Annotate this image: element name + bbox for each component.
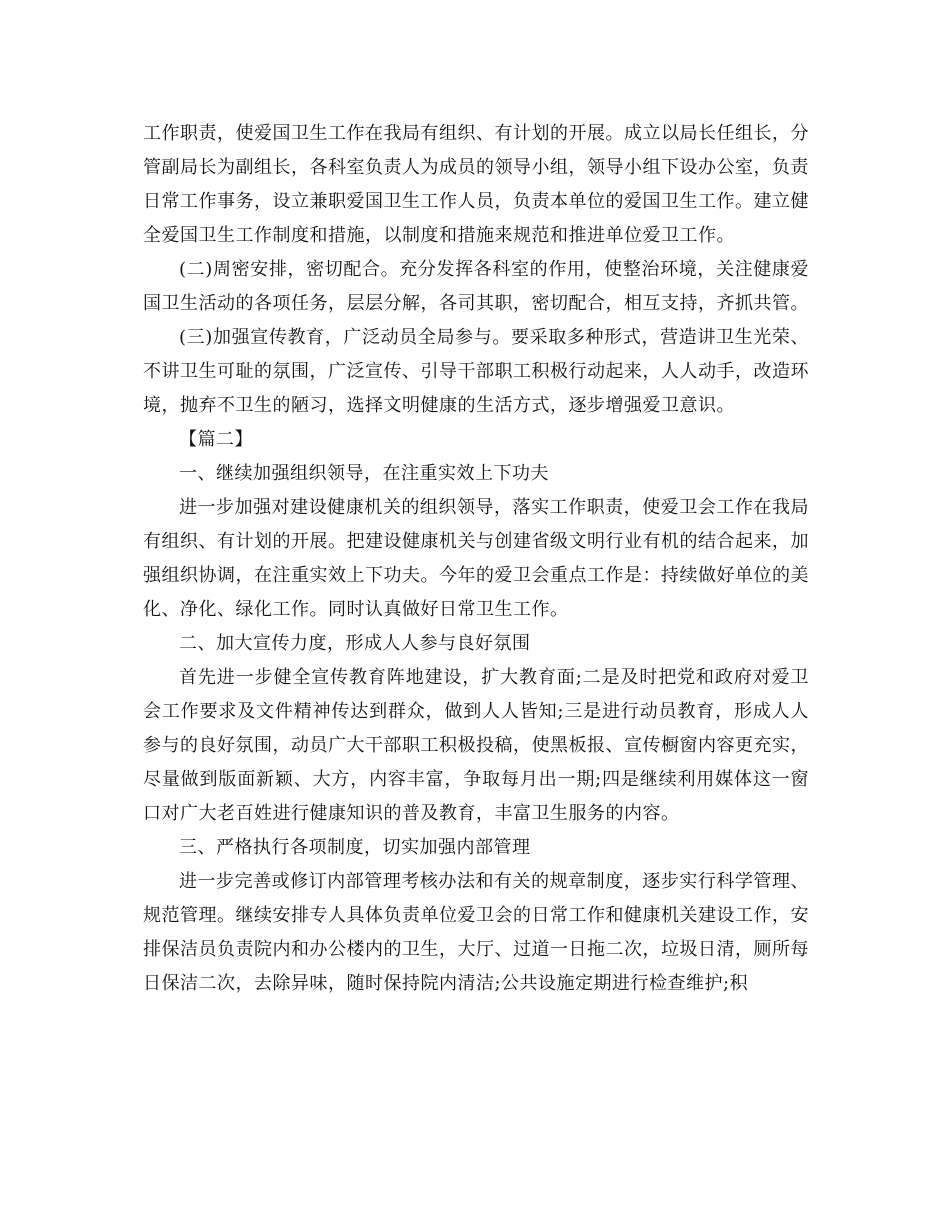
paragraph-organization: 进一步加强对建设健康机关的组织领导，落实工作职责，使爱卫会工作在我局有组织、有计划的开展。把建设健康机关与创建省级文明行业有机的结合起来，加强组织协调，在注重实效上下功夫。今年的爱卫会重点工作是：持续做好单位的美化、净化、绿化工作。同时认真做好日常卫生工作。 bbox=[143, 497, 809, 620]
document-body bbox=[143, 117, 809, 1001]
heading-organization: 一、继续加强组织领导，在注重实效上下功夫 bbox=[179, 463, 549, 484]
section-title-part-two: 【篇二】 bbox=[179, 429, 253, 450]
heading-management: 三、严格执行各项制度，切实加强内部管理 bbox=[179, 837, 531, 858]
paragraph-publicity: (三)加强宣传教育，广泛动员全局参与。要采取多种形式，营造讲卫生光荣、不讲卫生可耻的氛围，广泛宣传、引导干部职工积极行动起来，人人动手，改造环境，抛弃不卫生的陋习，选择文明健康的生活方式，逐步增强爱卫意识。 bbox=[143, 327, 809, 416]
paragraph-continuation: 工作职责，使爱国卫生工作在我局有组织、有计划的开展。成立以局长任组长，分管副局长为副组长，各科室负责人为成员的领导小组，领导小组下设办公室，负责日常工作事务，设立兼职爱国卫生工作人员，负责本单位的爱国卫生工作。建立健全爱国卫生工作制度和措施，以制度和措施来规范和推进单位爱卫工作。 bbox=[143, 123, 809, 246]
paragraph-arrangement: (二)周密安排，密切配合。充分发挥各科室的作用，使整治环境，关注健康爱国卫生活动的各项任务，层层分解，各司其职，密切配合，相互支持，齐抓共管。 bbox=[143, 259, 809, 314]
heading-publicity: 二、加大宣传力度，形成人人参与良好氛围 bbox=[179, 633, 531, 654]
paragraph-publicity-detail: 首先进一步健全宣传教育阵地建设，扩大教育面;二是及时把党和政府对爱卫会工作要求及文件精神传达到群众，做到人人皆知;三是进行动员教育，形成人人参与的良好氛围，动员广大干部职工积极投稿，使黑板报、宣传橱窗内容更充实，尽量做到版面新颖、大方，内容丰富，争取每月出一期;四是继续利用媒体这一窗口对广大老百姓进行健康知识的普及教育，丰富卫生服务的内容。 bbox=[143, 667, 809, 824]
paragraph-management: 进一步完善或修订内部管理考核办法和有关的规章制度，逐步实行科学管理、规范管理。继续安排专人具体负责单位爱卫会的日常工作和健康机关建设工作，安排保洁员负责院内和办公楼内的卫生，大厅、过道一日拖二次，垃圾日清，厕所每日保洁二次，去除异味，随时保持院内清洁;公共设施定期进行检查维护;积 bbox=[143, 871, 809, 994]
